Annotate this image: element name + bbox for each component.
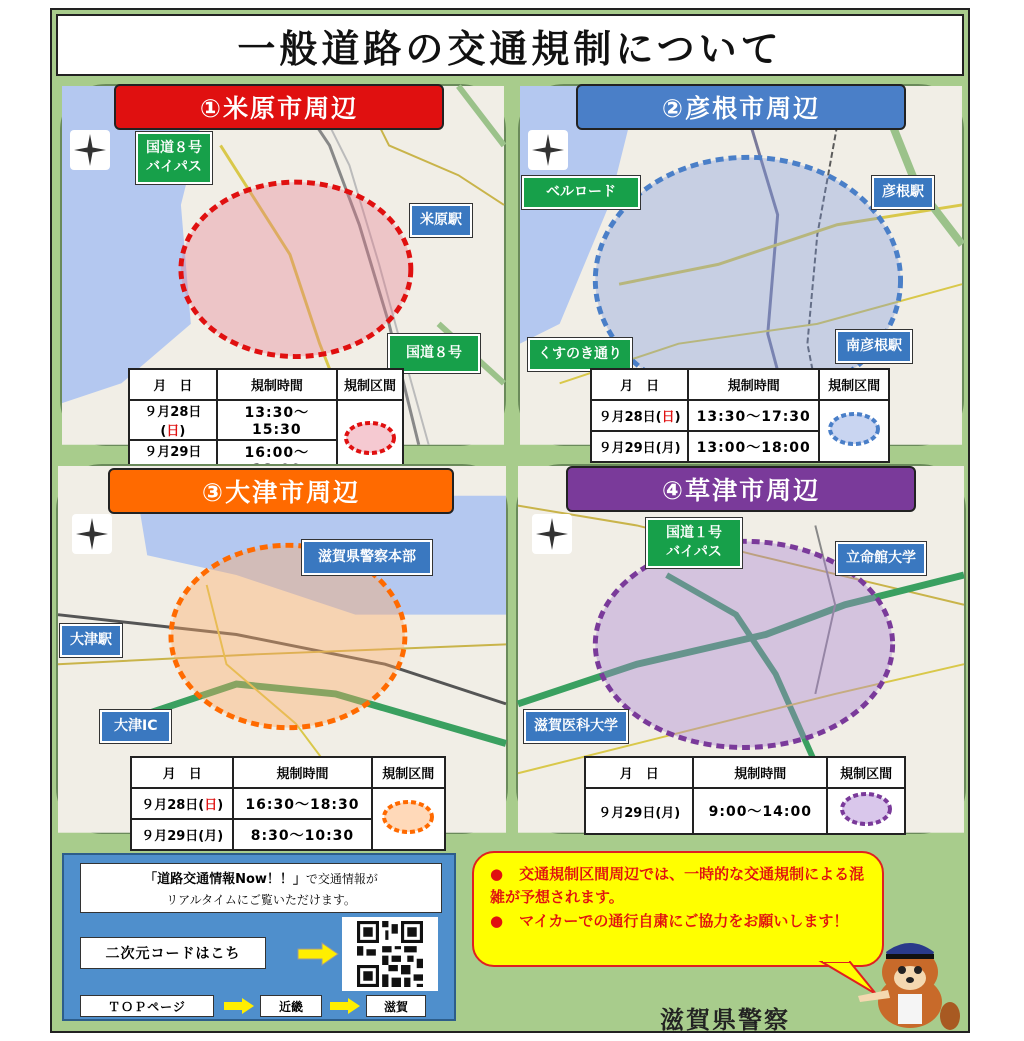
- label-hikone-station: 彦根駅: [872, 176, 934, 209]
- header-date: 月 日: [131, 757, 233, 788]
- header-section: 規制区間: [819, 369, 889, 400]
- header-time: 規制時間: [693, 757, 827, 788]
- zone-panel-4: [516, 464, 966, 834]
- traffic-info-box: [62, 853, 456, 1021]
- info-description: 「道路交通情報Now！！」で交通情報が リアルタイムにご覧いただけます。: [80, 863, 442, 913]
- header-time: 規制時間: [233, 757, 371, 788]
- header-date: 月 日: [585, 757, 693, 788]
- arrow-right-icon: [330, 998, 360, 1014]
- zone-panel-1: [60, 84, 506, 461]
- date-cell: ９月29日: [129, 440, 217, 480]
- label-route8-bypass: 国道８号 バイパス: [136, 132, 212, 184]
- header-date: 月 日: [129, 369, 217, 400]
- table-header-row: [585, 757, 905, 788]
- label-ritsumeikan-university: 立命館大学: [836, 542, 926, 575]
- qr-icon: [357, 921, 423, 987]
- table-header-row: [591, 369, 889, 400]
- nav-kinki[interactable]: 近畿: [260, 995, 322, 1017]
- notice-bubble: [472, 851, 884, 967]
- qr-code[interactable]: [342, 917, 438, 991]
- header-time: 規制時間: [688, 369, 819, 400]
- date-cell: ９月28日(日): [129, 400, 217, 440]
- table-row: [591, 400, 889, 431]
- label-bell-road: ベルロード: [522, 176, 640, 209]
- date-cell: ９月28日(日): [131, 788, 233, 819]
- time-cell: 13:30〜17:30: [688, 400, 819, 431]
- header-date: 月 日: [591, 369, 688, 400]
- label-minami-hikone-station: 南彦根駅: [836, 330, 912, 363]
- label-route8: 国道８号: [388, 334, 480, 373]
- label-route1-bypass: 国道１号 バイパス: [646, 518, 742, 568]
- zone-panel-2: [518, 84, 964, 456]
- time-cell: 13:30〜15:30: [217, 400, 337, 440]
- zone-heading-1: ①米原市周辺: [114, 84, 444, 130]
- nav-shiga[interactable]: 滋賀: [366, 995, 426, 1017]
- time-cell: 16:30〜18:30: [233, 788, 371, 819]
- zone-heading-3: ③大津市周辺: [108, 468, 454, 514]
- label-maibara-station: 米原駅: [410, 204, 472, 237]
- header-section: 規制区間: [372, 757, 445, 788]
- zone-heading-4: ④草津市周辺: [566, 466, 916, 512]
- signature: 滋賀県警察: [660, 1006, 790, 1034]
- section-legend: [827, 788, 905, 834]
- zone-panel-3: [56, 464, 508, 844]
- qr-label: 二次元コードはこち: [80, 937, 266, 969]
- header-time: 規制時間: [217, 369, 337, 400]
- header-section: 規制区間: [827, 757, 905, 788]
- label-otsu-ic: 大津IC: [100, 710, 171, 743]
- table-row: [131, 788, 445, 819]
- zone-heading-2: ②彦根市周辺: [576, 84, 906, 130]
- schedule-table-3: [130, 756, 446, 851]
- date-cell: ９月29日(月): [591, 431, 688, 462]
- compass-icon: [528, 130, 568, 170]
- nav-top-page[interactable]: ＴＯＰページ: [80, 995, 214, 1017]
- date-cell: ９月29日(月): [131, 819, 233, 850]
- compass-icon: [70, 130, 110, 170]
- section-legend: [372, 788, 445, 850]
- label-otsu-station: 大津駅: [60, 624, 122, 657]
- schedule-table-2: [590, 368, 890, 463]
- header-section: 規制区間: [337, 369, 403, 400]
- time-cell: 13:00〜18:00: [688, 431, 819, 462]
- time-cell: 9:00〜14:00: [693, 788, 827, 834]
- compass-icon: [532, 514, 572, 554]
- section-legend: [819, 400, 889, 462]
- arrow-right-icon: [224, 998, 254, 1014]
- page-title: 一般道路の交通規制について: [56, 14, 964, 76]
- date-cell: ９月28日(日): [591, 400, 688, 431]
- label-kusunoki-street: くすのき通り: [528, 338, 632, 371]
- compass-icon: [72, 514, 112, 554]
- table-row: [129, 400, 403, 440]
- arrow-right-icon: [298, 943, 338, 965]
- date-cell: ９月29日(月): [585, 788, 693, 834]
- time-cell: 8:30〜10:30: [233, 819, 371, 850]
- label-shiga-medical-university: 滋賀医科大学: [524, 710, 628, 743]
- schedule-table-4: [584, 756, 906, 835]
- table-header-row: [131, 757, 445, 788]
- notice-item: ● マイカーでの通行自粛にご協力をお願いします！: [490, 911, 849, 930]
- label-shiga-police-hq: 滋賀県警察本部: [302, 540, 432, 575]
- table-header-row: [129, 369, 403, 400]
- police-mascot-icon: [858, 930, 962, 1030]
- time-cell: 16:00〜: [217, 440, 337, 480]
- notice-item: ● 交通規制区間周辺では、一時的な交通規制による混雑が予想されます。: [490, 865, 865, 907]
- table-row: [585, 788, 905, 834]
